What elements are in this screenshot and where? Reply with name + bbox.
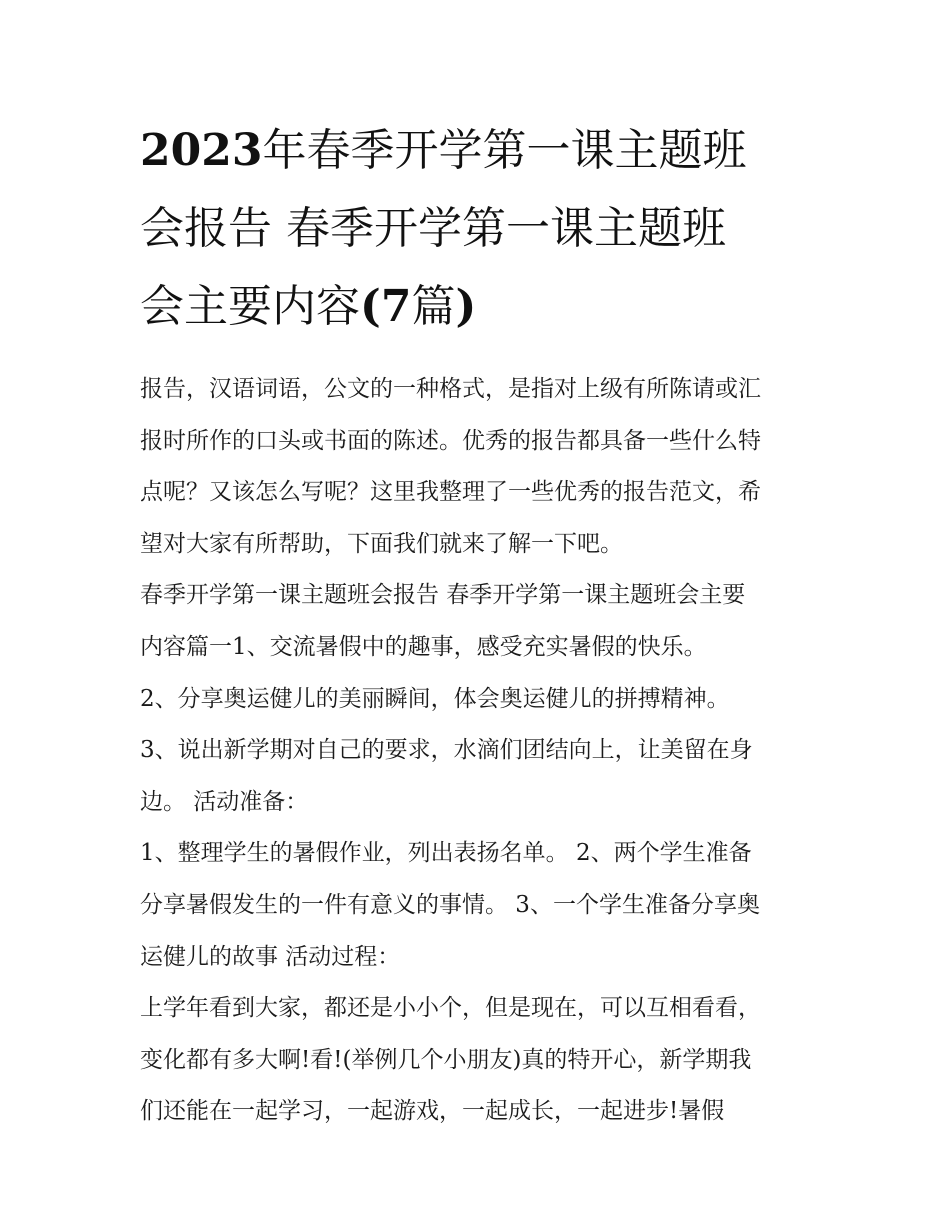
title-line-3 (140, 268, 812, 346)
text-line: 分享暑假发生的一件有意义的事情。 3、一个学生准备分享奥 (140, 891, 760, 918)
paragraph-item-3 (140, 725, 812, 828)
text-line: 2、分享奥运健儿的美丽瞬间，体会奥运健儿的拼搏精神。 (140, 685, 730, 712)
paragraph-process (140, 983, 812, 1138)
title-line-3-text: 会主要内容 (140, 281, 360, 332)
text-line: 春季开学第一课主题班会报告 春季开学第一课主题班会主要 (140, 582, 746, 609)
text-line: 边。 活动准备： (140, 788, 309, 815)
text-line: 内容篇一1、交流暑假中的趣事，感受充实暑假的快乐。 (140, 633, 707, 660)
title-count-unit: 篇 (411, 281, 456, 332)
paragraph-intro (140, 364, 812, 570)
title-count-open: (7 (360, 281, 412, 332)
text-line: 变化都有多大啊!看!(举例几个小朋友)真的特开心，新学期我 (140, 1046, 752, 1073)
text-line: 3、说出新学期对自己的要求，水滴们团结向上，让美留在身 (140, 737, 753, 764)
title-count-close: ) (455, 281, 477, 332)
paragraph-item-2 (140, 674, 812, 726)
title-line-2-text: 会报告 春季开学第一课主题班 (140, 203, 726, 254)
text-line: 上学年看到大家，都还是小小个，但是现在，可以互相看看， (140, 995, 761, 1022)
text-line: 运健儿的故事 活动过程： (140, 943, 401, 970)
title-year: 2023 (140, 125, 263, 176)
title-line-2 (140, 190, 812, 268)
text-line: 报时所作的口头或书面的陈述。优秀的报告都具备一些什么特 (140, 427, 761, 454)
paragraph-preparation (140, 828, 812, 983)
title-line-1 (140, 112, 812, 190)
text-line: 报告，汉语词语，公文的一种格式，是指对上级有所陈请或汇 (140, 376, 761, 402)
text-line: 们还能在一起学习，一起游戏，一起成长，一起进步!暑假 (140, 1098, 725, 1125)
text-line: 望对大家有所帮助，下面我们就来了解一下吧。 (140, 530, 623, 557)
text-line: 1、整理学生的暑假作业，列出表扬名单。 2、两个学生准备 (140, 840, 752, 867)
document-page (140, 112, 812, 1138)
title-line-1-text: 年春季开学第一课主题班 (262, 125, 747, 176)
document-title (140, 112, 812, 346)
text-line: 点呢？又该怎么写呢？这里我整理了一些优秀的报告范文，希 (140, 479, 761, 506)
paragraph-section-heading (140, 570, 812, 673)
